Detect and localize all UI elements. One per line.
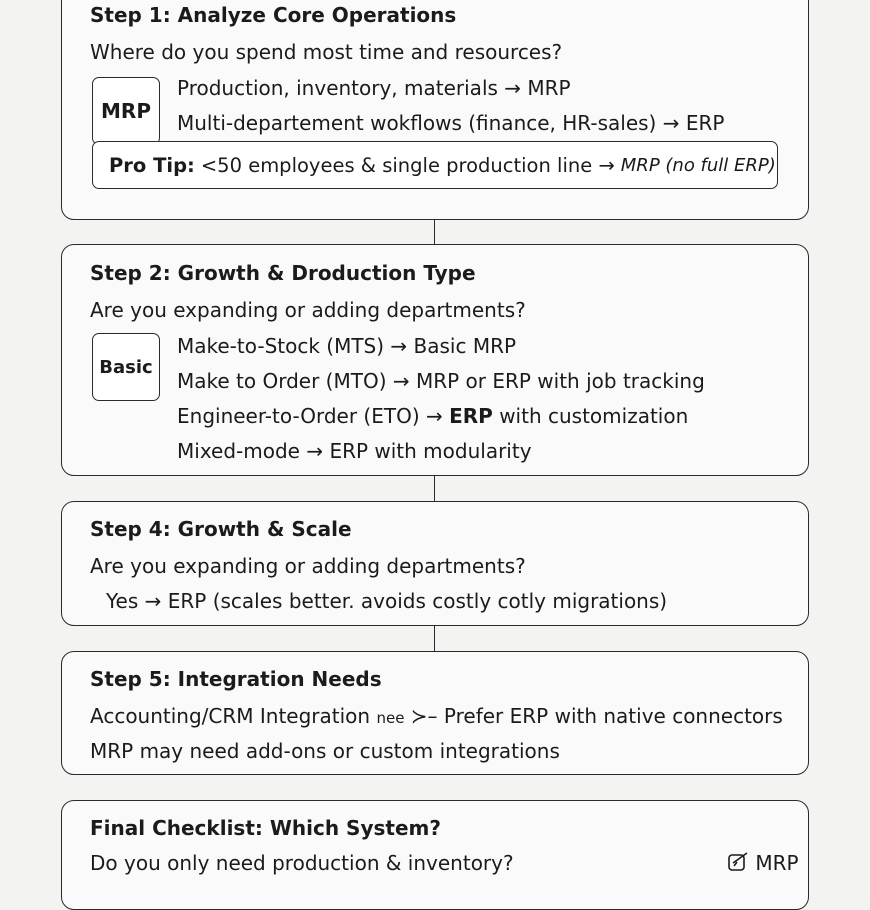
pro-tip-italic: MRP (no full ERP) (620, 154, 776, 176)
step2-question: Are you expanding or adding departments? (90, 298, 526, 322)
step2-option-4: Mixed-mode → ERP with modularity (177, 439, 532, 463)
pro-tip-label: Pro Tip: (109, 153, 195, 177)
step1-question: Where do you spend most time and resources? (90, 40, 563, 64)
step5-line-1-b: ≻– Prefer ERP with native connectors (404, 704, 783, 728)
final-title: Final Checklist: Which System? (90, 816, 441, 840)
step2-option-1: Make-to-Stock (MTS) → Basic MRP (177, 334, 517, 358)
connector-2-4 (434, 476, 435, 501)
step4-question: Are you expanding or adding departments? (90, 554, 526, 578)
step4-card (61, 501, 809, 626)
step4-title: Step 4: Growth & Scale (90, 517, 352, 541)
step1-badge: MRP (92, 77, 160, 145)
step2-option-3-prefix: Engineer-to-Order (ETO) → (177, 404, 450, 428)
step2-card (61, 244, 809, 476)
step4-answer: Yes → ERP (scales better. avoids costly cotly migrations) (106, 589, 668, 613)
step5-line-1-small: nee (376, 709, 405, 727)
connector-1-2 (434, 220, 435, 244)
connector-4-5 (434, 626, 435, 651)
step5-title: Step 5: Integration Needs (90, 667, 382, 691)
step1-option-1: Production, inventory, materials → MRP (177, 76, 571, 100)
final-checklist-card (61, 800, 809, 910)
pro-tip-box (92, 141, 778, 189)
step5-line-2: MRP may need add-ons or custom integrations (90, 739, 560, 763)
step2-title: Step 2: Growth & Droduction Type (90, 261, 476, 285)
step2-badge: Basic (92, 333, 160, 401)
final-answer-1-label: MRP (755, 851, 799, 875)
final-question-1: Do you only need production & inventory? (90, 851, 514, 875)
step1-option-2: Multi-departement wokflows (finance, HR-sales) → ERP (177, 111, 725, 135)
step2-option-3 (177, 404, 688, 428)
step2-option-3-suffix: with customization (492, 404, 689, 428)
step2-option-3-bold: ERP (449, 404, 493, 428)
step5-line-1 (90, 704, 783, 728)
step5-card (61, 651, 809, 775)
final-answer-1 (727, 851, 799, 875)
step1-card (61, 0, 809, 220)
step1-title: Step 1: Analyze Core Operations (90, 3, 457, 27)
pro-tip-text: <50 employees & single production line → (200, 153, 615, 177)
step2-option-2: Make to Order (MTO) → MRP or ERP with job tracking (177, 369, 705, 393)
step5-line-1-a: Accounting/CRM Integration (90, 704, 377, 728)
